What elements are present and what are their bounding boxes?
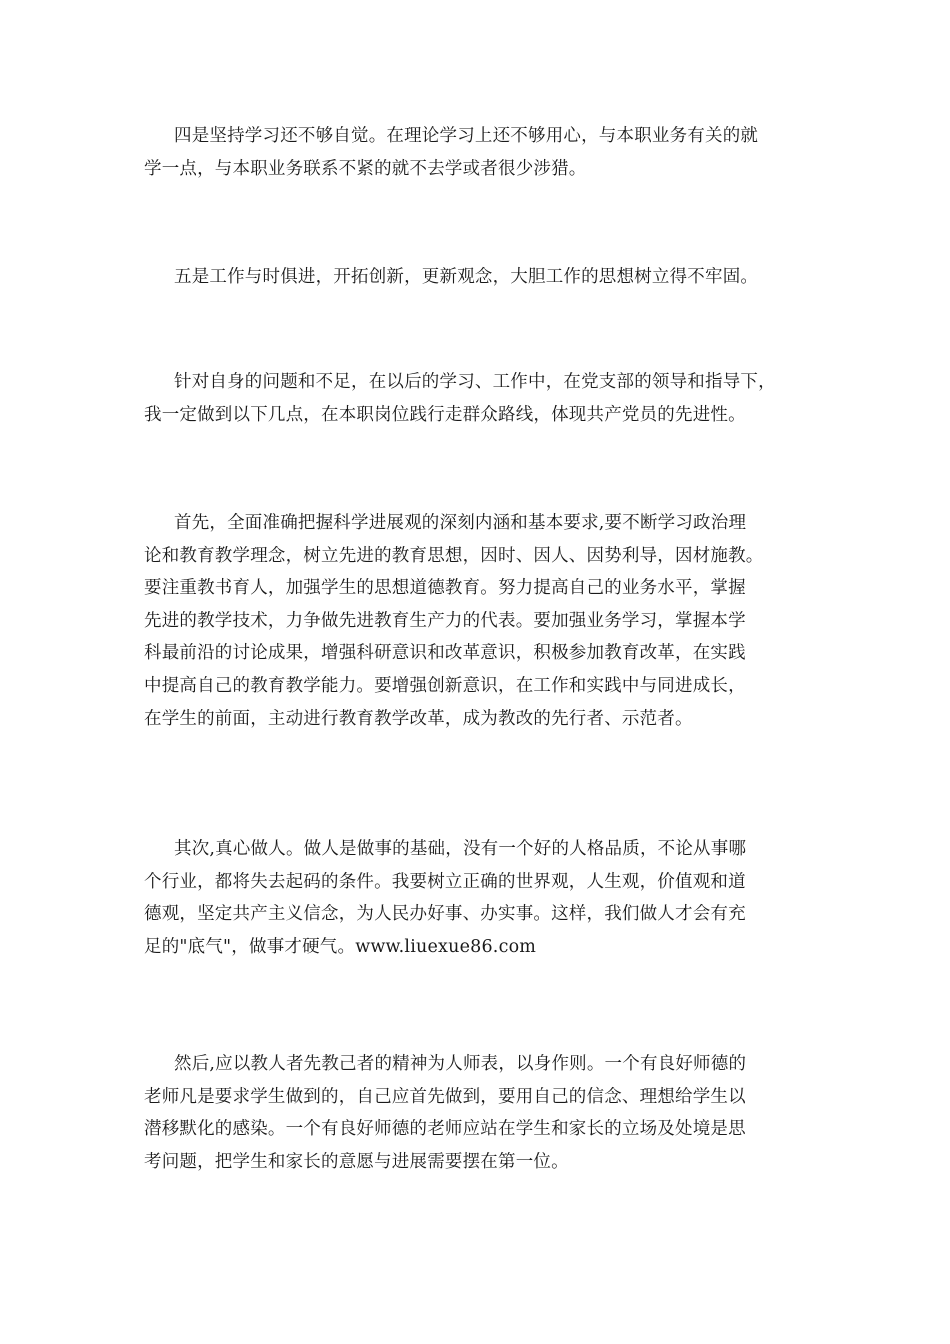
paragraph-innovation (144, 261, 824, 294)
paragraph-line: 考问题，把学生和家长的意愿与进展需要摆在第一位。 (144, 1151, 569, 1172)
paragraph-third (144, 1048, 824, 1178)
paragraph-line: 个行业，都将失去起码的条件。我要树立正确的世界观，人生观，价值观和道 (144, 871, 746, 892)
paragraph-line: 老师凡是要求学生做到的，自己应首先做到，要用自己的信念、理想给学生以 (144, 1086, 746, 1107)
paragraph-line: 中提高自己的教育教学能力。要增强创新意识，在工作和实践中与同进成长， (144, 675, 746, 696)
paragraph-line: 五是工作与时俱进，开拓创新，更新观念，大胆工作的思想树立得不牢固。 (174, 267, 759, 287)
paragraph-line: 潜移默化的感染。一个有良好师德的老师应站在学生和家长的立场及处境是思 (144, 1119, 746, 1140)
paragraph-line: 在学生的前面，主动进行教育教学改革，成为教改的先行者、示范者。 (144, 708, 693, 729)
paragraph-line: 科最前沿的讨论成果，增强科研意识和改革意识，积极参加教育改革，在实践 (144, 643, 746, 664)
paragraph-study-attitude (144, 120, 824, 185)
paragraph-line: 四是坚持学习还不够自觉。在理论学习上还不够用心，与本职业务有关的就 (174, 126, 759, 146)
paragraph-line: 其次,真心做人。做人是做事的基础，没有一个好的人格品质，不论从事哪 (174, 839, 747, 859)
paragraph-line: 论和教育教学理念，树立先进的教育思想，因时、因人、因势利导，因材施教。 (144, 545, 764, 566)
paragraph-first (144, 507, 824, 735)
paragraph-line: 足的"底气"，做事才硬气。www.liuexue86.com (144, 936, 537, 957)
paragraph-line: 先进的教学技术，力争做先进教育生产力的代表。要加强业务学习，掌握本学 (144, 610, 746, 631)
paragraph-line: 我一定做到以下几点，在本职岗位践行走群众路线，体现共产党员的先进性。 (144, 404, 746, 425)
paragraph-line: 要注重教书育人，加强学生的思想道德教育。努力提高自己的业务水平，掌握 (144, 578, 746, 599)
paragraph-line: 针对自身的问题和不足，在以后的学习、工作中，在党支部的领导和指导下， (174, 372, 776, 392)
paragraph-line: 德观，坚定共产主义信念，为人民办好事、办实事。这样，我们做人才会有充 (144, 904, 746, 925)
paragraph-line: 首先，全面准确把握科学进展观的深刻内涵和基本要求,要不断学习政治理 (174, 513, 747, 533)
paragraph-improvement-plan (144, 366, 824, 431)
paragraph-line: 然后,应以教人者先教己者的精神为人师表，以身作则。一个有良好师德的 (174, 1054, 747, 1074)
paragraph-second (144, 833, 824, 963)
paragraph-line: 学一点，与本职业务联系不紧的就不去学或者很少涉猎。 (144, 158, 587, 179)
